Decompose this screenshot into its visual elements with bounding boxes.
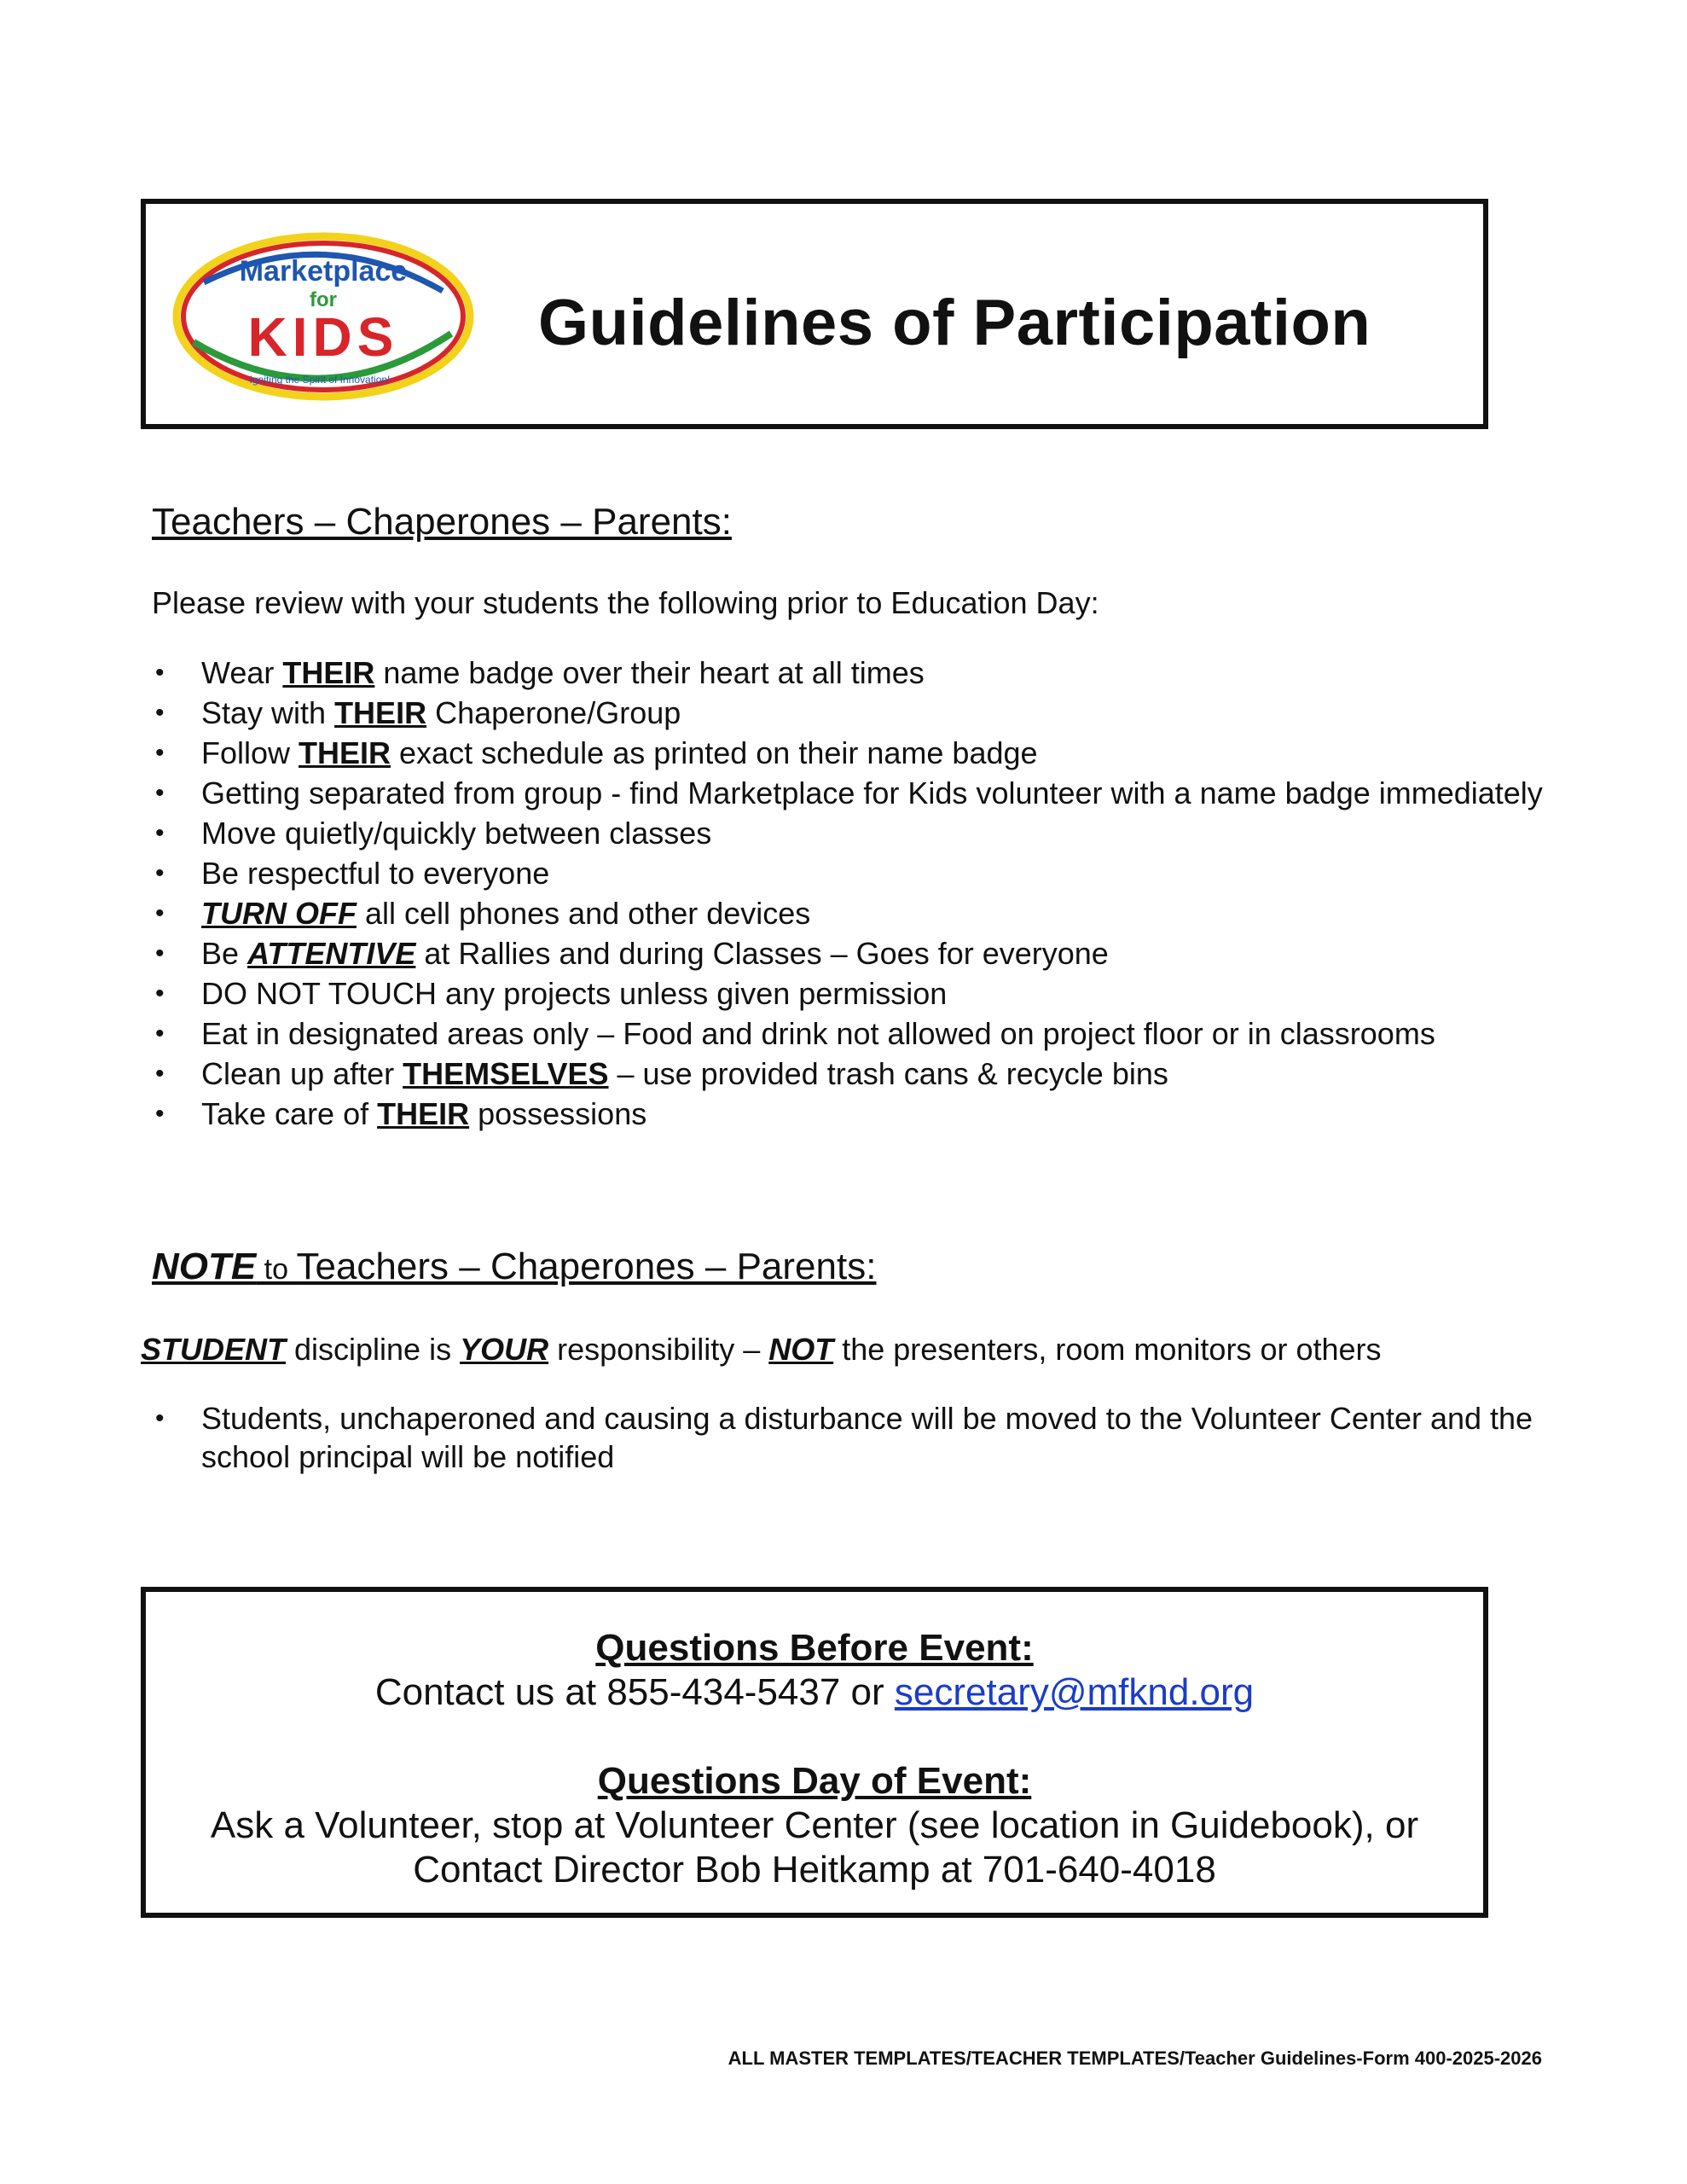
rule-emphasis: THEIR [334, 695, 427, 730]
rule-item [152, 653, 1551, 693]
rule-text: – use provided trash cans & recycle bins [608, 1056, 1168, 1091]
marketplace-for-kids-logo [170, 231, 477, 402]
questions-day-heading: Questions Day of Event: [597, 1760, 1032, 1802]
discipline-statement [141, 1332, 1382, 1368]
rule-item [152, 973, 1551, 1014]
questions-before-heading: Questions Before Event: [595, 1627, 1034, 1669]
rule-text: all cell phones and other devices [356, 896, 811, 931]
rule-text: Be [201, 936, 248, 971]
email-link[interactable]: secretary@mfknd.org [894, 1671, 1255, 1713]
rule-text: DO NOT TOUCH any projects unless given permission [201, 976, 948, 1011]
discipline-word-your: YOUR [460, 1332, 549, 1367]
rule-text: Move quietly/quickly between classes [201, 816, 712, 851]
rule-item [152, 813, 1551, 853]
rule-text: Eat in designated areas only – Food and drink not allowed on project floor or in classrooms [201, 1016, 1435, 1051]
questions-day-line2: Contact Director Bob Heitkamp at 701-640-4018 [413, 1849, 1216, 1891]
page-title: Guidelines of Participation [538, 287, 1371, 359]
footer-path: ALL MASTER TEMPLATES/TEACHER TEMPLATES/Teacher Guidelines-Form 400-2025-2026 [728, 2048, 1542, 2069]
rules-list [152, 653, 1551, 1134]
rule-item [152, 1014, 1551, 1054]
questions-before-text [146, 1670, 1483, 1715]
rule-emphasis: THEIR [299, 735, 391, 770]
bullet-icon: • [155, 1060, 165, 1088]
rule-text: Chaperone/Group [426, 695, 681, 730]
bullet-icon: • [155, 1019, 165, 1048]
section-heading: Teachers – Chaperones – Parents: [152, 501, 732, 543]
logo-line2: for [310, 288, 337, 311]
logo-graphic [170, 231, 477, 402]
rule-text: Follow [201, 735, 299, 770]
rule-text: Be respectful to everyone [201, 856, 550, 891]
rule-item [152, 733, 1551, 773]
rule-text: at Rallies and during Classes – Goes for everyone [415, 936, 1109, 971]
bullet-icon: • [155, 939, 165, 967]
rule-item [152, 893, 1551, 933]
intro-text: Please review with your students the following prior to Education Day: [152, 585, 1099, 620]
note-heading-rest: Teachers – Chaperones – Parents: [296, 1246, 877, 1287]
note-heading-emph: NOTE [152, 1246, 257, 1287]
bullet-icon: • [155, 819, 165, 847]
rule-emphasis: THEIR [377, 1096, 470, 1131]
header-box [141, 199, 1488, 429]
bullet-icon: • [155, 979, 165, 1008]
rule-item [152, 1054, 1551, 1094]
discipline-word-not: NOT [768, 1332, 834, 1367]
note-item [152, 1399, 1533, 1476]
rule-item [152, 1094, 1551, 1134]
discipline-text-3: the presenters, room monitors or others [833, 1332, 1382, 1367]
rule-text: Wear [201, 655, 283, 690]
logo-line1: Marketplace [239, 255, 408, 288]
rule-emphasis: ATTENTIVE [247, 936, 416, 971]
logo-line3: KIDS [247, 306, 399, 368]
bullet-icon: • [155, 899, 165, 927]
logo-tagline: Igniting the Spirit of Innovation! [249, 374, 391, 386]
bullet-icon: • [155, 699, 165, 727]
rule-emphasis: THEIR [282, 655, 375, 690]
bullet-icon: • [155, 1100, 165, 1128]
bullet-icon: • [155, 659, 165, 687]
rule-text: name badge over their heart at all times [374, 655, 925, 690]
contact-phone-text: Contact us at 855-434-5437 or [374, 1671, 895, 1713]
rule-text: possessions [469, 1096, 647, 1131]
note-list [152, 1399, 1533, 1476]
contact-box [141, 1587, 1488, 1918]
bullet-icon: • [155, 859, 165, 887]
rule-text: Clean up after [201, 1056, 403, 1091]
rule-text: Getting separated from group - find Marketplace for Kids volunteer with a name badge immediately [201, 775, 1543, 810]
rule-item [152, 933, 1551, 973]
note-item-text: Students, unchaperoned and causing a disturbance will be moved to the Volunteer Center and the school principal will be notified [201, 1401, 1533, 1474]
rule-emphasis: THEMSELVES [403, 1056, 609, 1091]
rule-text: exact schedule as printed on their name badge [391, 735, 1038, 770]
rule-item [152, 853, 1551, 893]
rule-text: Take care of [201, 1096, 378, 1131]
bullet-icon: • [155, 1404, 165, 1432]
discipline-word-student: STUDENT [141, 1332, 286, 1367]
discipline-text-1: discipline is [286, 1332, 461, 1367]
bullet-icon: • [155, 739, 165, 767]
bullet-icon: • [155, 779, 165, 807]
rule-item [152, 693, 1551, 733]
note-heading [152, 1246, 876, 1288]
rule-item [152, 773, 1551, 813]
discipline-text-2: responsibility – [548, 1332, 769, 1367]
questions-day-line1: Ask a Volunteer, stop at Volunteer Center (see location in Guidebook), or [210, 1804, 1419, 1846]
note-heading-to: to [256, 1253, 297, 1286]
rule-text: Stay with [201, 695, 335, 730]
rule-emphasis: TURN OFF [201, 896, 357, 931]
